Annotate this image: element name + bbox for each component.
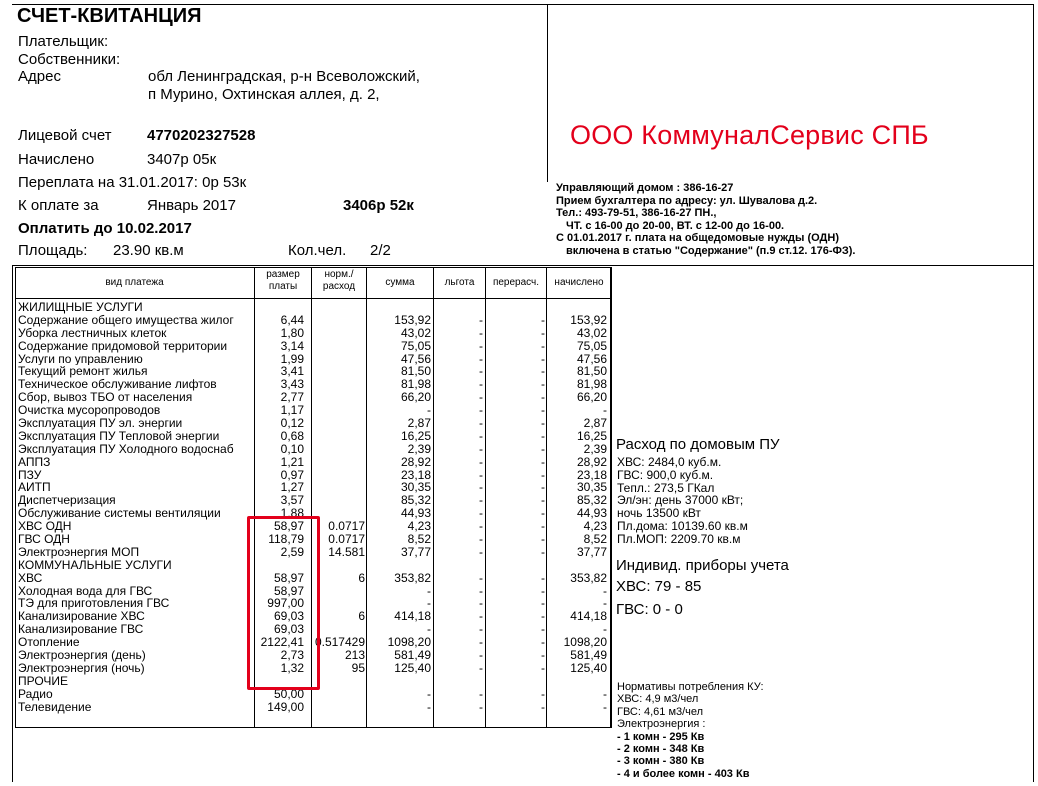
norm-line: - 4 и более комн - 403 Кв [617, 767, 750, 780]
cell-benefit: - [479, 570, 483, 585]
cell-benefit: - [479, 660, 483, 675]
charged-value: 3407р 05к [147, 151, 217, 168]
account-label: Лицевой счет [18, 127, 112, 144]
cell-name: АППЗ [18, 455, 51, 469]
cell-norm: 213 [344, 648, 365, 663]
header-recalc: перерасч. [492, 277, 540, 288]
cell-name: Эксплуатация ПУ эл. энергии [18, 417, 183, 430]
col-line [611, 267, 612, 728]
cell-benefit: - [479, 686, 483, 701]
cell-recalc: - [541, 364, 545, 379]
payer-label: Плательщик: [18, 33, 109, 50]
cell-name: ХВС ОДН [18, 520, 72, 534]
table-row [16, 469, 611, 482]
cell-sum: 44,93 [400, 506, 431, 521]
area-value: 23.90 кв.м [113, 242, 184, 259]
cell-benefit: - [479, 454, 483, 469]
cell-sum: - [427, 686, 431, 701]
header-charged: начислено [554, 277, 604, 288]
cell-name: Сбор, вывоз ТБО от населения [18, 391, 193, 405]
cell-sum: - [427, 403, 431, 418]
cell-recalc: - [541, 506, 545, 521]
cell-benefit: - [479, 416, 483, 431]
cell-recalc: - [541, 403, 545, 418]
cell-name: Эксплуатация ПУ Холодного водоснаб [18, 442, 234, 456]
mgmt-line: ЧТ. с 16-00 до 20-00, ВТ. с 12-00 до 16-00. [566, 219, 785, 232]
cell-benefit: - [479, 480, 483, 495]
cell-norm: 0.0717 [328, 519, 365, 534]
cell-recalc: - [541, 493, 545, 508]
cell-recalc: - [541, 377, 545, 392]
cell-name: Техническое обслуживание лифтов [18, 378, 217, 392]
company-name: ООО КоммуналСервис СПБ [570, 120, 929, 150]
mgmt-line: Прием бухгалтера по адресу: ул. Шувалова д.2. [556, 194, 818, 207]
cell-name: Обслуживание системы вентиляции [18, 507, 221, 521]
cell-rate: 2122,41 [260, 635, 304, 650]
cell-sum: 4,23 [407, 519, 431, 534]
cell-name: Радио [18, 687, 53, 701]
cell-name: Канализирование ГВС [18, 623, 144, 637]
consumption-norms [617, 681, 764, 780]
house-meter-line: Тепл.: 273,5 ГКал [617, 480, 715, 495]
mgmt-line: включена в статью "Содержание" (п.9 ст.12. 176-ФЗ). [566, 244, 856, 257]
cell-sum: 28,92 [400, 454, 431, 469]
cell-benefit: - [479, 596, 483, 611]
cell-benefit: - [479, 635, 483, 650]
cell-charged: 1098,20 [563, 635, 607, 650]
norm-line: - 1 комн - 295 Кв [617, 730, 705, 743]
residents-label: Кол.чел. [288, 242, 347, 259]
cell-recalc: - [541, 428, 545, 443]
table-row [16, 314, 611, 327]
table-row [16, 327, 611, 340]
cell-benefit: - [479, 364, 483, 379]
cell-name: Отопление [18, 636, 80, 650]
cell-benefit: - [479, 699, 483, 714]
cell-recalc: - [541, 416, 545, 431]
document-title: СЧЕТ-КВИТАНЦИЯ [17, 5, 202, 27]
cell-charged: 43,02 [576, 325, 607, 340]
cell-charged: 4,23 [583, 519, 607, 534]
cell-charged: 23,18 [576, 467, 607, 482]
individual-gvs: ГВС: 0 - 0 [616, 601, 683, 618]
cell-rate: 3,14 [280, 338, 304, 353]
cell-benefit: - [479, 428, 483, 443]
cell-rate: 1,80 [280, 325, 304, 340]
cell-rate: 1,88 [280, 506, 304, 521]
cell-rate: 2,59 [280, 544, 304, 559]
cell-name: Текущий ремонт жилья [18, 365, 148, 379]
cell-recalc: - [541, 467, 545, 482]
cell-charged: 16,25 [576, 428, 607, 443]
cell-charged: 81,50 [576, 364, 607, 379]
cell-sum: - [427, 596, 431, 611]
cell-name: Электроэнергия (день) [18, 649, 146, 662]
cell-benefit: - [479, 351, 483, 366]
cell-recalc: - [541, 660, 545, 675]
table-row [16, 340, 611, 353]
cell-sum: 2,87 [407, 416, 431, 431]
cell-norm: 95 [351, 660, 365, 675]
table-row [16, 391, 611, 404]
table-row [16, 456, 611, 469]
cell-sum: - [427, 622, 431, 637]
cell-benefit: - [479, 648, 483, 663]
table-row [16, 443, 611, 456]
cell-charged: 30,35 [576, 480, 607, 495]
individual-hvs: ХВС: 79 - 85 [616, 578, 702, 595]
cell-rate: 69,03 [273, 622, 304, 637]
cell-benefit: - [479, 325, 483, 340]
cell-charged: 414,18 [570, 609, 607, 624]
cell-charged: 2,39 [583, 441, 607, 456]
cell-name: АИТП [18, 481, 51, 495]
cell-sum: 414,18 [394, 609, 431, 624]
pay-by-date: Оплатить до 10.02.2017 [18, 220, 192, 237]
cell-rate: 58,97 [273, 570, 304, 585]
cell-charged: - [603, 686, 607, 701]
cell-rate: 3,57 [280, 493, 304, 508]
cell-rate: 2,77 [280, 390, 304, 405]
table-row [16, 353, 611, 366]
cell-sum: 30,35 [400, 480, 431, 495]
norm-line: ГВС: 4,61 м3/чел [617, 705, 704, 718]
cell-rate: 3,43 [280, 377, 304, 392]
header-name: вид платежа [105, 277, 164, 288]
cell-rate: 1,27 [280, 480, 304, 495]
cell-benefit: - [479, 403, 483, 418]
cell-rate: 0,12 [280, 416, 304, 431]
table-row [16, 417, 611, 430]
cell-sum: 2,39 [407, 441, 431, 456]
header-divider [547, 4, 548, 182]
cell-recalc: - [541, 699, 545, 714]
cell-norm: 14.581 [328, 544, 365, 559]
cell-recalc: - [541, 532, 545, 547]
header-bottom-line [12, 265, 1034, 266]
cell-name: Услуги по управлению [18, 352, 143, 366]
cell-benefit: - [479, 377, 483, 392]
cell-charged: 44,93 [576, 506, 607, 521]
cell-benefit: - [479, 441, 483, 456]
cell-name: ГВС ОДН [18, 533, 70, 546]
cell-sum: 353,82 [394, 570, 431, 585]
account-value: 4770202327528 [147, 127, 256, 144]
cell-charged: 85,32 [576, 493, 607, 508]
topay-label: К оплате за [18, 197, 99, 214]
address-line-2: п Мурино, Охтинская аллея, д. 2, [148, 86, 380, 103]
cell-benefit: - [479, 506, 483, 521]
table-left-border [12, 265, 13, 782]
address-label: Адрес [18, 68, 61, 85]
cell-rate: 2,73 [280, 648, 304, 663]
cell-rate: 1,99 [280, 351, 304, 366]
cell-recalc: - [541, 609, 545, 624]
cell-rate: 0,68 [280, 428, 304, 443]
cell-benefit: - [479, 544, 483, 559]
cell-rate: 58,97 [273, 583, 304, 598]
mgmt-line: Управляющий домом : 386-16-27 [556, 182, 734, 194]
cell-name: Канализирование ХВС [18, 610, 145, 624]
cell-benefit: - [479, 467, 483, 482]
cell-charged: - [603, 403, 607, 418]
cell-recalc: - [541, 390, 545, 405]
owners-label: Собственники: [18, 51, 121, 68]
cell-sum: 1098,20 [387, 635, 431, 650]
cell-charged: 66,20 [576, 390, 607, 405]
cell-recalc: - [541, 441, 545, 456]
cell-sum: 125,40 [394, 660, 431, 675]
cell-benefit: - [479, 519, 483, 534]
cell-name: Уборка лестничных клеток [18, 326, 167, 340]
cell-sum: 16,25 [400, 428, 431, 443]
house-meters-list [617, 456, 748, 546]
cell-recalc: - [541, 622, 545, 637]
area-label: Площадь: [18, 242, 88, 259]
table-row [16, 378, 611, 391]
address-line-1: обл Ленинградская, р-н Всеволожский, [148, 68, 420, 85]
table-row [16, 365, 611, 378]
cell-name: Телевидение [18, 700, 92, 714]
house-meter-line: Эл/эн: день 37000 кВт; [617, 493, 744, 508]
header-benefit: льгота [444, 277, 475, 288]
cell-recalc: - [541, 351, 545, 366]
cell-rate: 69,03 [273, 609, 304, 624]
mgmt-line: С 01.01.2017 г. плата на общедомовые нужды (ОДН) [556, 232, 839, 245]
cell-name: ПЗУ [18, 468, 42, 482]
cell-rate: 118,79 [268, 532, 304, 547]
cell-name: ТЭ для приготовления ГВС [18, 597, 170, 611]
cell-name: Очистка мусоропроводов [18, 404, 161, 418]
cell-recalc: - [541, 312, 545, 327]
topay-period: Январь 2017 [147, 197, 236, 214]
cell-rate: 0,10 [280, 441, 304, 456]
table-header-line [15, 298, 611, 299]
cell-charged: 37,77 [576, 544, 607, 559]
cell-benefit: - [479, 583, 483, 598]
cell-sum: 581,49 [394, 648, 431, 663]
cell-sum: 8,52 [407, 532, 431, 547]
cell-benefit: - [479, 493, 483, 508]
table-row [16, 430, 611, 443]
cell-sum: 153,92 [394, 312, 431, 327]
cell-sum: 47,56 [400, 351, 431, 366]
cell-name: ПРОЧИЕ [18, 674, 69, 688]
cell-benefit: - [479, 622, 483, 637]
house-meter-line: ночь 13500 кВт [617, 506, 701, 521]
topay-amount: 3406р 52к [343, 197, 414, 214]
cell-name: Содержание общего имущества жилог [18, 313, 234, 327]
cell-charged: 125,40 [570, 660, 607, 675]
cell-charged: - [603, 596, 607, 611]
cell-sum: 81,98 [400, 377, 431, 392]
cell-name: ЖИЛИЩНЫЕ УСЛУГИ [18, 301, 143, 314]
norm-line: - 2 комн - 348 Кв [617, 743, 705, 756]
cell-rate: 58,97 [273, 519, 304, 534]
highlight-box [247, 516, 320, 690]
cell-charged: - [603, 622, 607, 637]
cell-rate: 50,00 [273, 686, 304, 701]
header-rate: размер платы [266, 269, 300, 292]
cell-recalc: - [541, 544, 545, 559]
cell-benefit: - [479, 312, 483, 327]
cell-recalc: - [541, 686, 545, 701]
cell-recalc: - [541, 648, 545, 663]
table-row [16, 494, 611, 507]
table-row [16, 481, 611, 494]
cell-recalc: - [541, 338, 545, 353]
cell-recalc: - [541, 570, 545, 585]
cell-sum: 43,02 [400, 325, 431, 340]
cell-recalc: - [541, 325, 545, 340]
cell-sum: 85,32 [400, 493, 431, 508]
cell-charged: 353,82 [570, 570, 607, 585]
cell-sum: 37,77 [400, 544, 431, 559]
cell-rate: 1,21 [280, 454, 304, 469]
house-meter-line: Пл.МОП: 2209.70 кв.м [617, 531, 741, 546]
cell-sum: - [427, 699, 431, 714]
cell-charged: - [603, 699, 607, 714]
cell-norm: 6 [358, 570, 365, 585]
cell-rate: 149,00 [267, 699, 304, 714]
cell-norm: 6 [358, 609, 365, 624]
cell-benefit: - [479, 390, 483, 405]
cell-norm: 0.517429 [314, 635, 365, 650]
cell-charged: 581,49 [570, 648, 607, 663]
norm-line: - 3 комн - 380 Кв [617, 755, 705, 768]
house-meter-line: ХВС: 2484,0 куб.м. [617, 455, 722, 469]
cell-name: ХВС [18, 571, 43, 585]
cell-rate: 1,32 [280, 660, 304, 675]
cell-name: Содержание придомовой территории [18, 339, 228, 353]
cell-charged: 75,05 [576, 338, 607, 353]
header-norm: норм./ расход [322, 269, 356, 292]
table-row [16, 701, 611, 714]
cell-recalc: - [541, 596, 545, 611]
cell-name: Электроэнергия МОП [18, 545, 140, 559]
norm-line: Электроэнергия : [617, 718, 706, 731]
cell-recalc: - [541, 480, 545, 495]
cell-charged: 28,92 [576, 454, 607, 469]
cell-sum: - [427, 583, 431, 598]
cell-name: Холодная вода для ГВС [18, 584, 153, 598]
cell-benefit: - [479, 532, 483, 547]
house-meter-line: Пл.дома: 10139.60 кв.м [617, 518, 748, 533]
cell-sum: 23,18 [400, 467, 431, 482]
norm-line: Нормативы потребления КУ: [617, 681, 764, 693]
house-meter-line: ГВС: 900,0 куб.м. [617, 467, 714, 482]
residents-value: 2/2 [370, 242, 391, 259]
cell-rate: 997,00 [267, 596, 304, 611]
cell-rate: 6,44 [280, 312, 304, 327]
cell-benefit: - [479, 609, 483, 624]
cell-name: Эксплуатация ПУ Тепловой энергии [18, 429, 220, 443]
cell-recalc: - [541, 635, 545, 650]
cell-sum: 66,20 [400, 390, 431, 405]
mgmt-line: Тел.: 493-79-51, 386-16-27 ПН., [556, 207, 717, 220]
cell-charged: 47,56 [576, 351, 607, 366]
cell-norm: 0.0717 [328, 532, 365, 547]
header-sum: сумма [385, 277, 415, 288]
table-row [16, 301, 611, 314]
cell-recalc: - [541, 519, 545, 534]
house-meters-title: Расход по домовым ПУ [616, 436, 780, 453]
cell-charged: 81,98 [576, 377, 607, 392]
charged-label: Начислено [18, 151, 95, 168]
cell-recalc: - [541, 454, 545, 469]
overpayment: Переплата на 31.01.2017: 0р 53к [18, 174, 247, 191]
cell-rate: 0,97 [280, 467, 304, 482]
cell-charged: 8,52 [583, 532, 607, 547]
individual-meters-title: Индивид. приборы учета [616, 557, 789, 574]
cell-name: КОММУНАЛЬНЫЕ УСЛУГИ [18, 558, 172, 572]
norm-line: ХВС: 4,9 м3/чел [617, 693, 699, 706]
cell-charged: 2,87 [583, 416, 607, 431]
cell-rate: 3,41 [280, 364, 304, 379]
cell-name: Диспетчеризация [18, 494, 116, 508]
cell-sum: 81,50 [400, 364, 431, 379]
table-row [16, 404, 611, 417]
cell-charged: 153,92 [570, 312, 607, 327]
cell-sum: 75,05 [400, 338, 431, 353]
cell-recalc: - [541, 583, 545, 598]
management-info [556, 182, 855, 258]
cell-charged: - [603, 583, 607, 598]
cell-rate: 1,17 [280, 403, 304, 418]
cell-benefit: - [479, 338, 483, 353]
cell-name: Электроэнергия (ночь) [18, 661, 145, 675]
